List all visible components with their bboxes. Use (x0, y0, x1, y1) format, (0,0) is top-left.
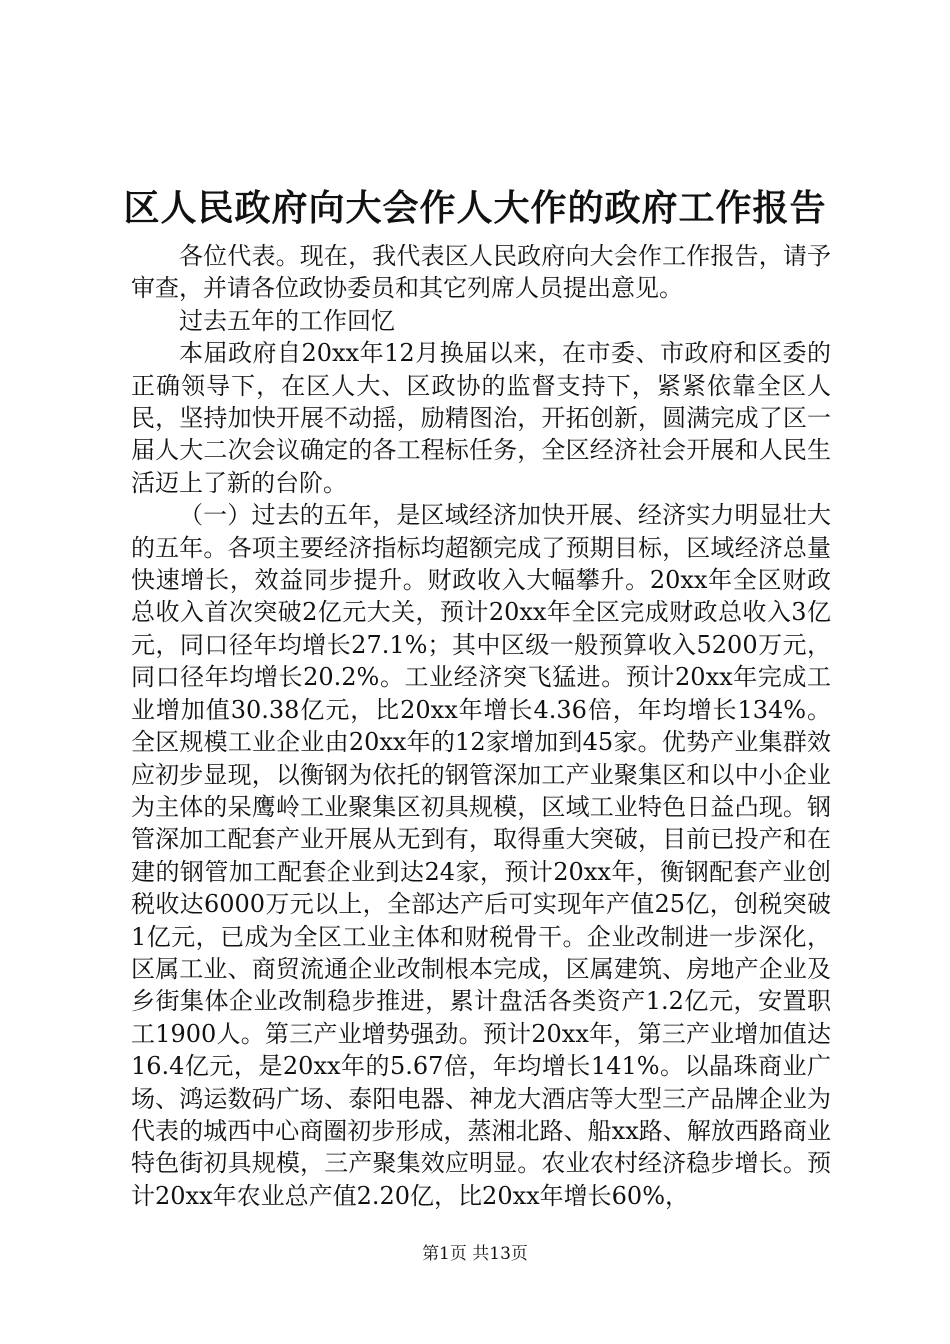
paragraph-intro: 本届政府自20xx年12月换届以来，在市委、市政府和区委的正确领导下，在区人大、区政协的监督支持下，紧紧依靠全区人民，坚持加快开展不动摇，励精图治，开拓创新，圆满完成了区一届人大二次会议确定的各工程标任务，全区经济社会开展和人民生活迈上了新的台阶。 (131, 339, 831, 497)
paragraph-greeting: 各位代表。现在，我代表区人民政府向大会作工作报告，请予审查，并请各位政协委员和其它列席人员提出意见。 (131, 242, 831, 303)
document-title: 区人民政府向大会作人大作的政府工作报告 (123, 187, 827, 229)
page-number: 第1页 共13页 (422, 1244, 528, 1264)
paragraph-section-heading: 过去五年的工作回忆 (179, 306, 395, 335)
paragraph-economy: （一）过去的五年，是区域经济加快开展、经济实力明显壮大的五年。各项主要经济指标均超额完成了预期目标，区域经济总量快速增长，效益同步提升。财政收入大幅攀升。20xx年全区财政总收入首次突破2亿元大关，预计20xx年全区完成财政总收入3亿元，同口径年均增长27.1%；其中区级一般预算收入5200万元，同口径年均增长20.2%。工业经济突飞猛进。预计20xx年完成工业增加值30.38亿元，比20xx年增长4.36倍，年均增长134%。全区规模工业企业由20xx年的12家增加到45家。优势产业集群效应初步显现，以衡钢为依托的钢管深加工产业聚集区和以中小企业为主体的呆鹰岭工业聚集区初具规模，区域工业特色日益凸现。钢管深加工配套产业开展从无到有，取得重大突破，目前已投产和在建的钢管加工配套企业到达24家，预计20xx年，衡钢配套产业创税收达6000万元以上，全部达产后可实现年产值25亿，创税突破1亿元，已成为全区工业主体和财税骨干。企业改制进一步深化，区属工业、商贸流通企业改制根本完成，区属建筑、房地产企业及乡街集体企业改制稳步推进，累计盘活各类资产1.2亿元，安置职工1900人。第三产业增势强劲。预计20xx年，第三产业增加值达16.4亿元，是20xx年的5.67倍，年均增长141%。以晶珠商业广场、鸿运数码广场、泰阳电器、神龙大酒店等大型三产品牌企业为代表的城西中心商圈初步形成，蒸湘北路、船xx路、解放西路商业特色街初具规模，三产聚集效应明显。农业农村经济稳步增长。预计20xx年农业总产值2.20亿，比20xx年增长60%， (131, 501, 831, 1210)
document-body (131, 240, 831, 1212)
